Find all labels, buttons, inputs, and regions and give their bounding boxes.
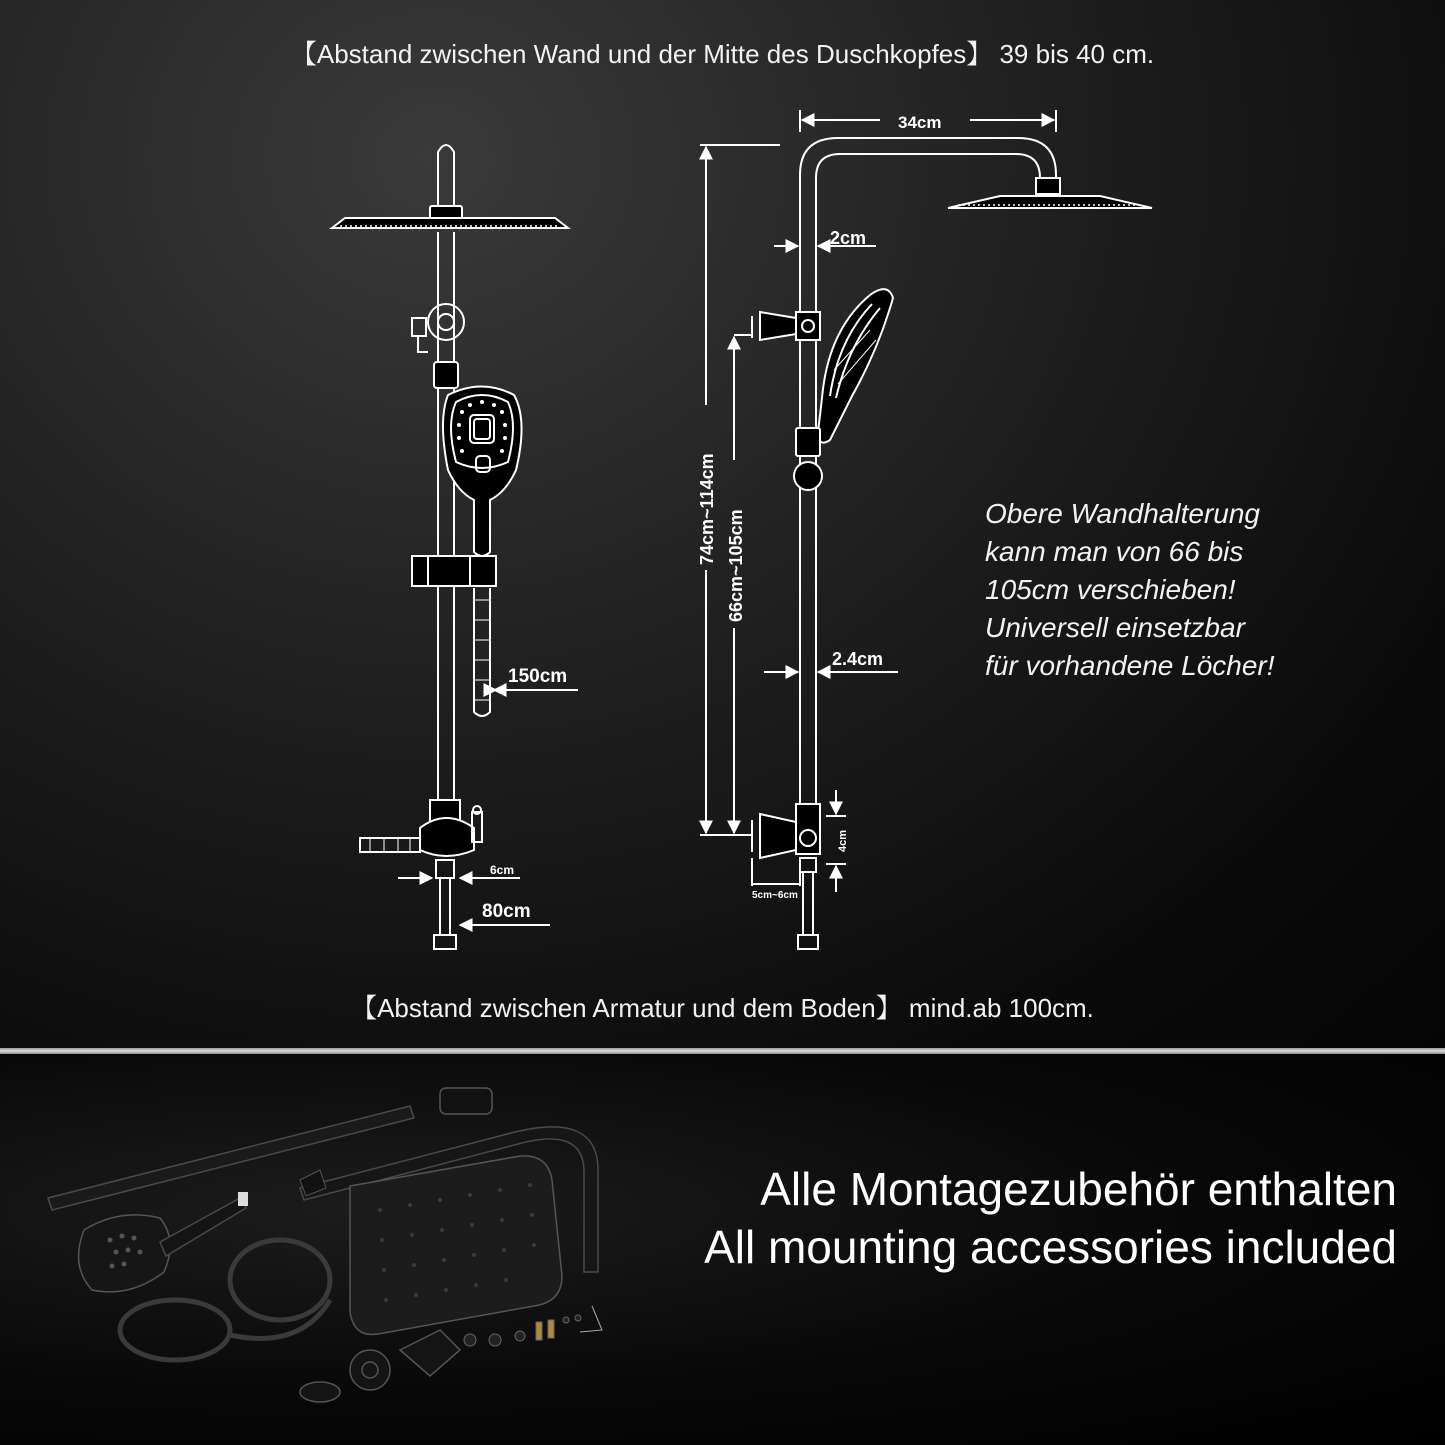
front-top-pipe xyxy=(438,145,454,215)
floor-distance-note: 【Abstand zwischen Armatur und dem Boden】 mind.ab 100cm. xyxy=(351,993,1094,1023)
accessories-included-caption xyxy=(704,1160,1397,1276)
wall-distance-note: 【Abstand zwischen Wand und der Mitte des Duschkopfes】 39 bis 40 cm. xyxy=(290,39,1155,69)
note-line: für vorhandene Löcher! xyxy=(985,650,1275,681)
front-hose xyxy=(474,588,490,716)
main-pipe-diameter-label: 2.4cm xyxy=(832,649,884,669)
rain-head xyxy=(350,1156,562,1335)
caption-english: All mounting accessories included xyxy=(704,1221,1397,1273)
hand-shower xyxy=(79,1192,248,1292)
side-upper-bracket xyxy=(752,312,820,340)
arm-reach-label: 34cm xyxy=(898,113,942,132)
front-collar xyxy=(434,362,458,388)
hose-length-label: 150cm xyxy=(508,666,568,687)
side-rain-head xyxy=(948,178,1152,208)
front-slider xyxy=(412,556,496,586)
small-bracket xyxy=(440,1088,492,1114)
top-pipe-diameter-label: 2cm xyxy=(830,228,867,248)
note-line: Obere Wandhalterung xyxy=(985,498,1260,529)
valve-height-label: 4cm xyxy=(837,829,849,852)
note-line: kann man von 66 bis xyxy=(985,536,1244,567)
caption-german: Alle Montagezubehör enthalten xyxy=(760,1163,1397,1215)
accessories-illustration xyxy=(48,1088,602,1402)
side-collar xyxy=(796,428,820,456)
side-knob xyxy=(794,462,822,490)
front-mixer xyxy=(360,800,482,856)
eccentric-range-label: 5cm~6cm xyxy=(752,890,798,901)
side-hand-shower xyxy=(818,289,893,442)
front-view xyxy=(332,145,568,949)
inlet-spacing-label: 6cm xyxy=(490,863,515,877)
bracket-adjustment-note xyxy=(985,495,1345,685)
bracket-range-label: 66cm~105cm xyxy=(726,509,746,622)
note-line: Universell einsetzbar xyxy=(985,612,1245,643)
overall-height-label: 74cm~114cm xyxy=(697,453,717,565)
front-inlet xyxy=(434,860,456,949)
inlet-hose-label: 80cm xyxy=(482,901,531,922)
front-rain-head xyxy=(332,206,568,228)
side-mixer xyxy=(752,804,820,949)
note-line: 105cm verschieben! xyxy=(985,574,1236,605)
mixer-and-fittings xyxy=(300,1330,460,1402)
front-dimensions xyxy=(398,690,578,925)
